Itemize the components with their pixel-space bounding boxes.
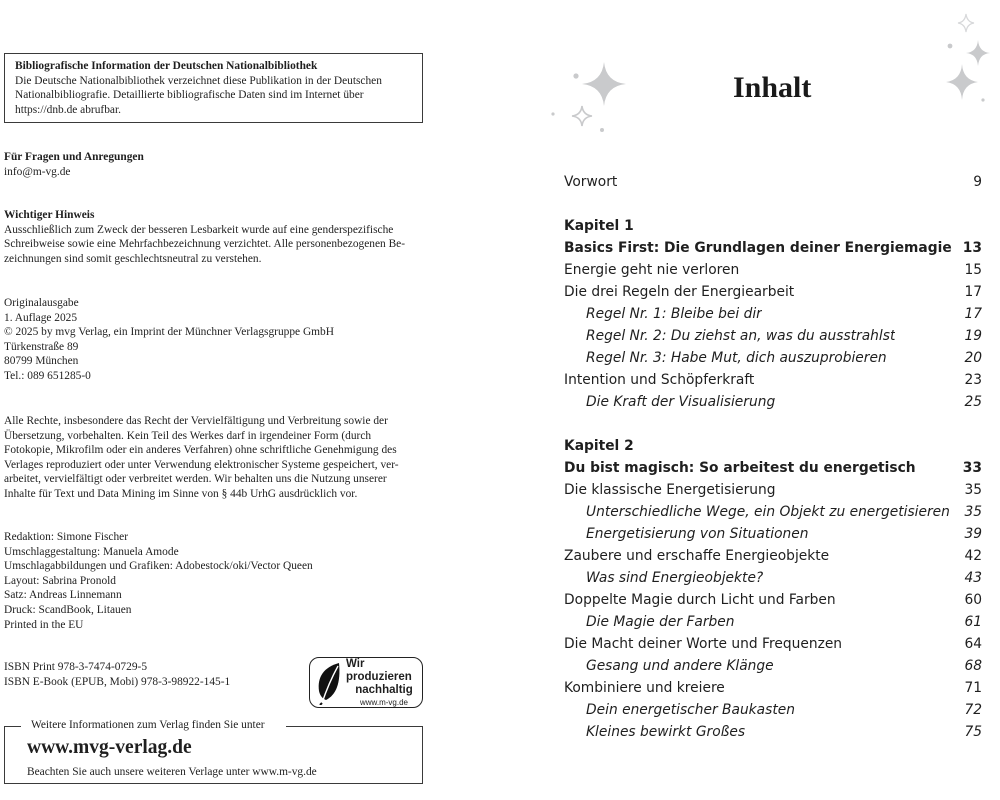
toc-entry-label: Die Macht deiner Worte und Frequenzen bbox=[564, 636, 843, 652]
toc-entry-label: Was sind Energieobjekte? bbox=[586, 570, 764, 586]
chapter-1-label: Kapitel 1 bbox=[564, 218, 634, 234]
toc-entry[interactable] bbox=[564, 237, 982, 259]
edition-line: 80799 München bbox=[4, 355, 79, 368]
toc-entry[interactable] bbox=[564, 259, 982, 281]
edition-line: Originalausgabe bbox=[4, 297, 79, 309]
bibliographic-info-line: Nationalbibliografie. Detaillierte bibliografische Daten sind im Internet über bbox=[15, 89, 364, 102]
credits-line: Umschlagabbildungen und Grafiken: Adobestock/oki/Vector Queen bbox=[4, 560, 313, 573]
toc-spacer bbox=[564, 193, 982, 215]
toc-entry-page: 75 bbox=[964, 724, 982, 740]
toc-entry[interactable] bbox=[564, 545, 982, 567]
edition-line: Tel.: 089 651285-0 bbox=[4, 369, 91, 382]
publisher-info-box bbox=[4, 719, 423, 784]
toc-entry-page: 13 bbox=[962, 240, 982, 256]
toc-entry-page: 19 bbox=[964, 328, 982, 344]
credits-block bbox=[4, 530, 423, 632]
toc-entry-page: 35 bbox=[964, 482, 982, 498]
notice-line: Schreibweise sowie eine Mehrfachbezeichnung verzichtet. Alle personenbezogenen Be- bbox=[4, 238, 406, 251]
toc-entry[interactable] bbox=[564, 721, 982, 743]
toc-entry-page: 60 bbox=[964, 592, 982, 608]
sustainability-badge bbox=[309, 657, 423, 708]
toc-entry-label: Intention und Schöpferkraft bbox=[564, 372, 755, 388]
toc-entry[interactable] bbox=[564, 677, 982, 699]
toc-entry[interactable] bbox=[564, 369, 982, 391]
contact-email: info@m-vg.de bbox=[4, 165, 71, 178]
toc-entry-page: 68 bbox=[964, 658, 982, 674]
toc-spacer bbox=[564, 413, 982, 435]
toc-entry[interactable] bbox=[564, 589, 982, 611]
credits-line: Redaktion: Simone Fischer bbox=[4, 531, 129, 543]
page-title: Inhalt bbox=[733, 71, 812, 104]
table-of-contents bbox=[564, 171, 982, 743]
toc-entry[interactable] bbox=[564, 281, 982, 303]
isbn-print: ISBN Print 978-3-7474-0729-5 bbox=[4, 661, 148, 673]
edition-line: © 2025 by mvg Verlag, ein Imprint der Münchner Verlagsgruppe GmbH bbox=[4, 326, 334, 339]
toc-entry-page: 72 bbox=[964, 702, 982, 718]
publisher-info-note: Beachten Sie auch unsere weiteren Verlage unter www.m-vg.de bbox=[27, 766, 317, 778]
sustainability-text bbox=[346, 658, 422, 708]
toc-entry[interactable] bbox=[564, 479, 982, 501]
toc-entry-label: Gesang und andere Klänge bbox=[586, 658, 774, 674]
rights-line: Fotokopie, Mikrofilm oder ein anderes Verfahren) ohne schriftliche Genehmigung des bbox=[4, 444, 397, 457]
toc-entry-page: 64 bbox=[964, 636, 982, 652]
credits-line: Printed in the EU bbox=[4, 618, 84, 631]
toc-entry[interactable] bbox=[564, 611, 982, 633]
bibliographic-info-title: Bibliografische Information der Deutschen Nationalbibliothek bbox=[15, 60, 318, 72]
chapter-1-entries bbox=[564, 237, 982, 413]
toc-entry-page: 20 bbox=[964, 350, 982, 366]
toc-entry-page: 17 bbox=[964, 284, 982, 300]
toc-entry-page: 23 bbox=[964, 372, 982, 388]
table-of-contents-page bbox=[540, 0, 1000, 800]
toc-entry[interactable] bbox=[564, 325, 982, 347]
toc-entry[interactable] bbox=[564, 699, 982, 721]
toc-entry-label: Die Magie der Farben bbox=[586, 614, 735, 630]
sustainability-url: www.m-vg.de bbox=[359, 697, 408, 707]
edition-line: 1. Auflage 2025 bbox=[4, 311, 78, 324]
toc-entry-label: Regel Nr. 1: Bleibe bei dir bbox=[586, 306, 762, 322]
toc-entry[interactable] bbox=[564, 567, 982, 589]
toc-entry[interactable] bbox=[564, 655, 982, 677]
toc-entry-vorwort[interactable] bbox=[564, 171, 982, 193]
notice-heading: Wichtiger Hinweis bbox=[4, 209, 95, 221]
notice-line: zeichnungen sind somit geschlechtsneutral zu verstehen. bbox=[4, 252, 262, 265]
toc-entry[interactable] bbox=[564, 347, 982, 369]
toc-entry-page: 9 bbox=[973, 174, 982, 190]
credits-line: Satz: Andreas Linnemann bbox=[4, 589, 122, 602]
isbn-block bbox=[4, 660, 304, 689]
toc-entry-page: 43 bbox=[964, 570, 982, 586]
rights-line: Inhalte für Text und Data Mining im Sinne von § 44b UrhG ausdrücklich vor. bbox=[4, 487, 358, 500]
toc-entry[interactable] bbox=[564, 633, 982, 655]
sustainability-line1: Wir produzieren bbox=[346, 657, 412, 683]
bibliographic-info-box bbox=[4, 53, 423, 123]
leaf-icon bbox=[314, 661, 344, 705]
bibliographic-info-line: Die Deutsche Nationalbibliothek verzeichnet diese Publikation in der Deutschen bbox=[15, 74, 382, 87]
toc-entry-label: Dein energetischer Baukasten bbox=[586, 702, 795, 718]
toc-entry-label: Kleines bewirkt Großes bbox=[586, 724, 746, 740]
contact-heading: Für Fragen und Anregungen bbox=[4, 151, 144, 163]
chapter-2-label: Kapitel 2 bbox=[564, 438, 634, 454]
rights-line: Verlages reproduziert oder unter Verwendung elektronischer Systeme gespeichert, ver- bbox=[4, 458, 399, 471]
credits-line: Umschlaggestaltung: Manuela Amode bbox=[4, 545, 179, 558]
toc-entry[interactable] bbox=[564, 391, 982, 413]
publisher-website-link[interactable]: www.mvg-verlag.de bbox=[27, 737, 192, 758]
toc-entry-label: Energie geht nie verloren bbox=[564, 262, 740, 278]
toc-entry-page: 39 bbox=[964, 526, 982, 542]
edition-block bbox=[4, 296, 423, 384]
toc-entry-label: Doppelte Magie durch Licht und Farben bbox=[564, 592, 836, 608]
toc-entry-label: Energetisierung von Situationen bbox=[586, 526, 809, 542]
credits-line: Druck: ScandBook, Litauen bbox=[4, 603, 132, 616]
toc-entry[interactable] bbox=[564, 457, 982, 479]
rights-line: Übersetzung, vorbehalten. Kein Teil des Werkes darf in irgendeiner Form (durch bbox=[4, 429, 372, 442]
toc-entry-page: 71 bbox=[964, 680, 982, 696]
bibliographic-info-line: https://dnb.de abrufbar. bbox=[15, 103, 121, 116]
toc-entry-label: Die drei Regeln der Energiearbeit bbox=[564, 284, 795, 300]
contact-block bbox=[4, 150, 423, 179]
chapter-2-entries bbox=[564, 457, 982, 743]
toc-entry-page: 33 bbox=[962, 460, 982, 476]
toc-entry-label: Du bist magisch: So arbeitest du energetisch bbox=[564, 460, 916, 476]
rights-block bbox=[4, 414, 423, 502]
rights-line: arbeitet, vervielfältigt oder verbreitet werden. Wir behalten uns die Nutzung unserer bbox=[4, 473, 387, 486]
notice-line: Ausschließlich zum Zweck der besseren Lesbarkeit wurde auf eine genderspezifische bbox=[4, 223, 394, 236]
toc-entry-page: 17 bbox=[964, 306, 982, 322]
toc-entry-label: Die Kraft der Visualisierung bbox=[586, 394, 776, 410]
toc-entry-page: 42 bbox=[964, 548, 982, 564]
toc-entry-page: 25 bbox=[964, 394, 982, 410]
toc-entry-label: Vorwort bbox=[564, 174, 618, 190]
credits-line: Layout: Sabrina Pronold bbox=[4, 574, 116, 587]
toc-entry-label: Regel Nr. 2: Du ziehst an, was du ausstrahlst bbox=[586, 328, 896, 344]
imprint-page bbox=[0, 0, 430, 800]
toc-entry-page: 61 bbox=[964, 614, 982, 630]
rights-line: Alle Rechte, insbesondere das Recht der Vervielfältigung und Verbreitung sowie der bbox=[4, 415, 388, 427]
toc-entry-label: Regel Nr. 3: Habe Mut, dich auszuprobieren bbox=[586, 350, 887, 366]
toc-entry[interactable] bbox=[564, 501, 982, 523]
toc-entry[interactable] bbox=[564, 523, 982, 545]
toc-entry-label: Zaubere und erschaffe Energieobjekte bbox=[564, 548, 830, 564]
publisher-info-intro: Weitere Informationen zum Verlag finden Sie unter bbox=[27, 718, 269, 733]
toc-entry-label: Basics First: Die Grundlagen deiner Energiemagie bbox=[564, 240, 952, 256]
toc-entry-label: Die klassische Energetisierung bbox=[564, 482, 776, 498]
notice-block bbox=[4, 208, 423, 266]
toc-entry[interactable] bbox=[564, 303, 982, 325]
toc-entry-label: Unterschiedliche Wege, ein Objekt zu energetisieren bbox=[586, 504, 950, 520]
isbn-ebook: ISBN E-Book (EPUB, Mobi) 978-3-98922-145-1 bbox=[4, 675, 231, 688]
toc-entry-page: 15 bbox=[964, 262, 982, 278]
sustainability-line2: nachhaltig bbox=[355, 683, 413, 696]
toc-entry-label: Kombiniere und kreiere bbox=[564, 680, 725, 696]
toc-entry-page: 35 bbox=[964, 504, 982, 520]
edition-line: Türkenstraße 89 bbox=[4, 340, 79, 353]
